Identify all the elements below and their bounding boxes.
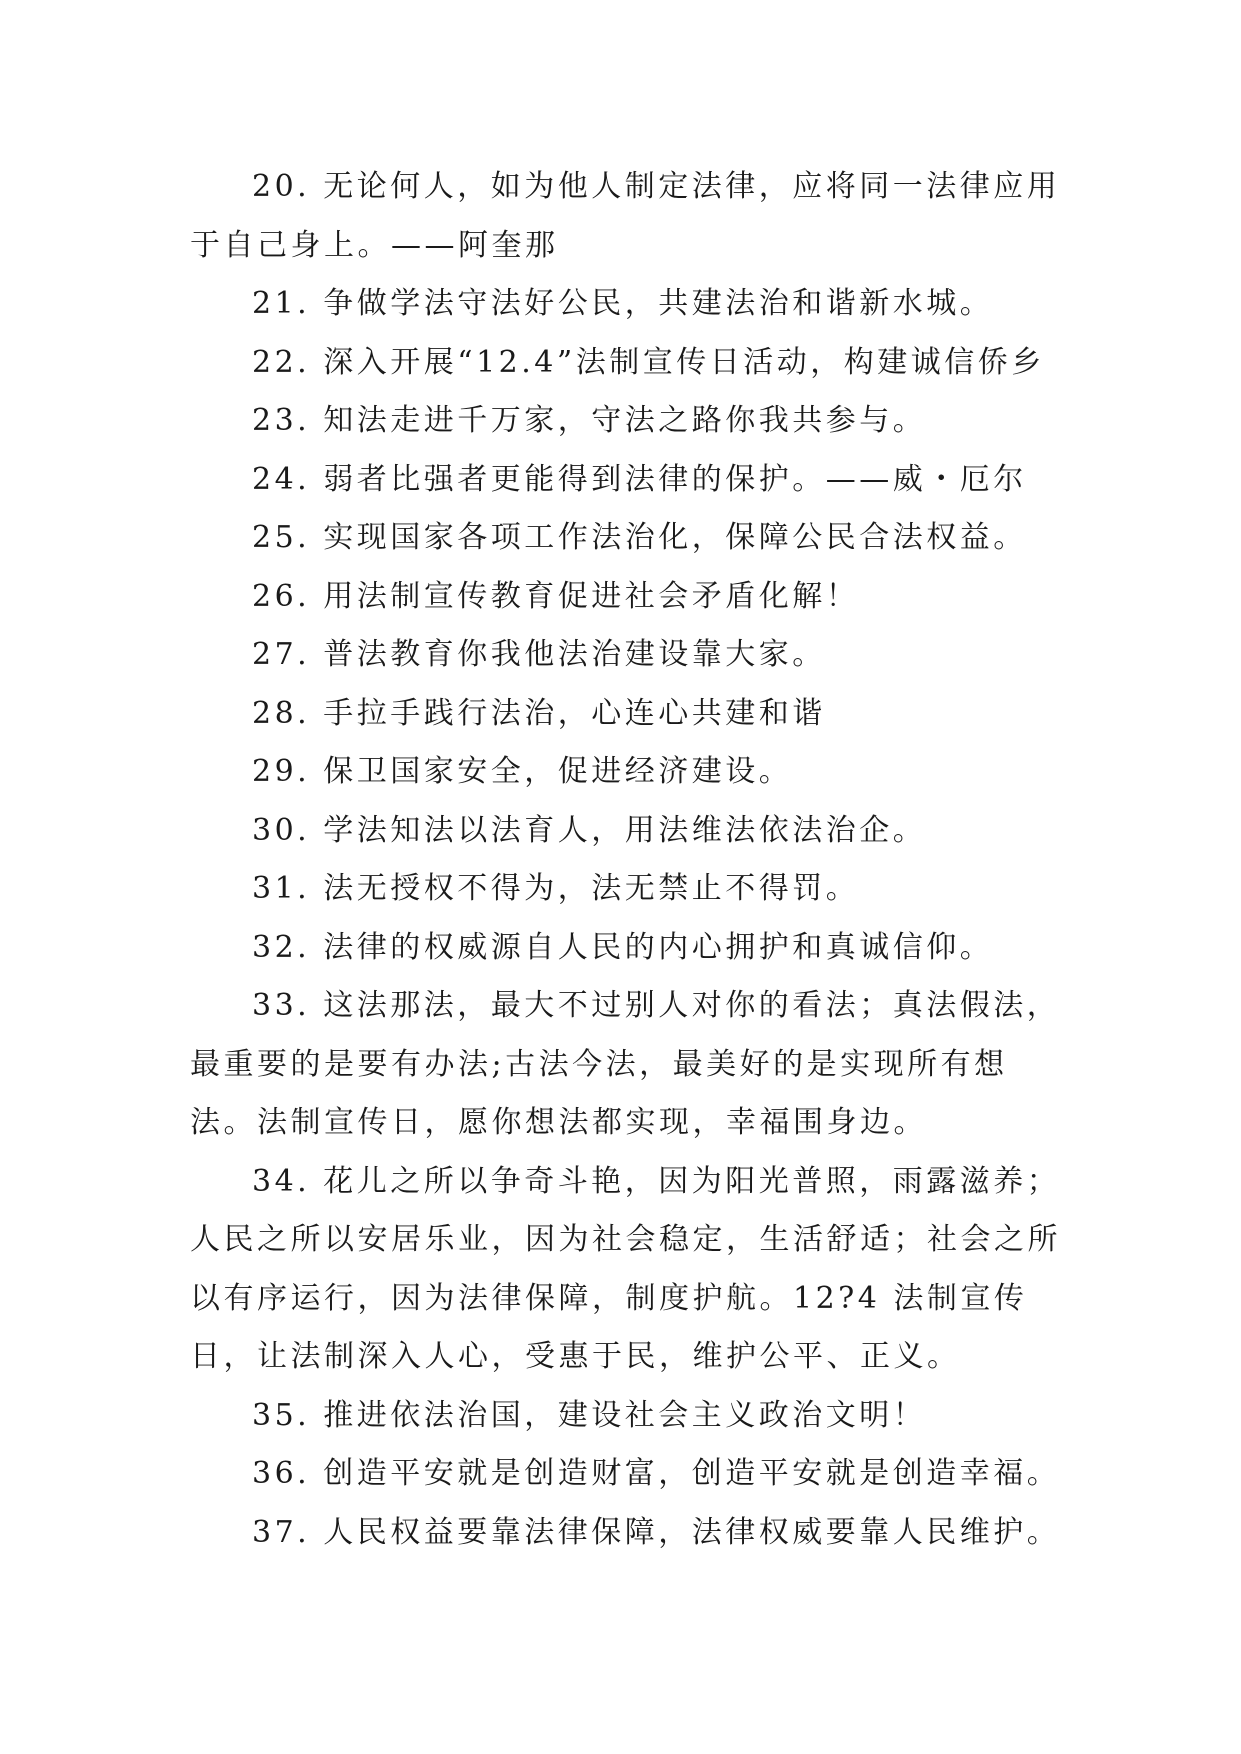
paragraph-25: 25. 实现国家各项工作法治化，保障公民合法权益。 bbox=[252, 520, 1027, 555]
paragraph-37: 37. 人民权益要靠法律保障，法律权威要靠人民维护。 bbox=[252, 1514, 1061, 1550]
paragraph-33: 33. 这法那法，最大不过别人对你的看法；真法假法，最重要的是要有办法;古法今法，最美好的是实现所有想法。法制宣传日，愿你想法都实现，幸福围身边。 bbox=[190, 988, 1061, 1140]
paragraph-28: 28. 手拉手践行法治，心连心共建和谐 bbox=[252, 695, 826, 731]
paragraph-29: 29. 保卫国家安全，促进经济建设。 bbox=[252, 754, 793, 789]
paragraph-30: 30. 学法知法以法育人，用法维法依法治企。 bbox=[252, 812, 927, 848]
paragraph-20: 20. 无论何人，如为他人制定法律，应将同一法律应用于自己身上。——阿奎那 bbox=[190, 169, 1061, 263]
paragraph-31: 31. 法无授权不得为，法无禁止不得罚。 bbox=[252, 871, 860, 906]
paragraph-35: 35. 推进依法治国，建设社会主义政治文明！ bbox=[252, 1397, 927, 1433]
document-body bbox=[190, 158, 1070, 1562]
paragraph-26: 26. 用法制宣传教育促进社会矛盾化解！ bbox=[252, 578, 860, 614]
paragraph-34: 34. 花儿之所以争奇斗艳，因为阳光普照，雨露滋养；人民之所以安居乐业，因为社会稳定，生活舒适；社会之所以有序运行，因为法律保障，制度护航。12?4 法制宣传日，让法制深入人心，受惠于民，维护公平、正义。 bbox=[190, 1163, 1061, 1374]
paragraph-21: 21. 争做学法守法好公民，共建法治和谐新水城。 bbox=[252, 286, 994, 321]
paragraph-22: 22. 深入开展“12.4”法制宣传日活动，构建诚信侨乡 bbox=[252, 344, 1045, 380]
paragraph-23: 23. 知法走进千万家，守法之路你我共参与。 bbox=[252, 403, 927, 438]
paragraph-24: 24. 弱者比强者更能得到法律的保护。——威・厄尔 bbox=[252, 461, 1027, 497]
paragraph-36: 36. 创造平安就是创造财富，创造平安就是创造幸福。 bbox=[252, 1456, 1061, 1491]
paragraph-32: 32. 法律的权威源自人民的内心拥护和真诚信仰。 bbox=[252, 929, 994, 965]
paragraph-27: 27. 普法教育你我他法治建设靠大家。 bbox=[252, 637, 826, 672]
